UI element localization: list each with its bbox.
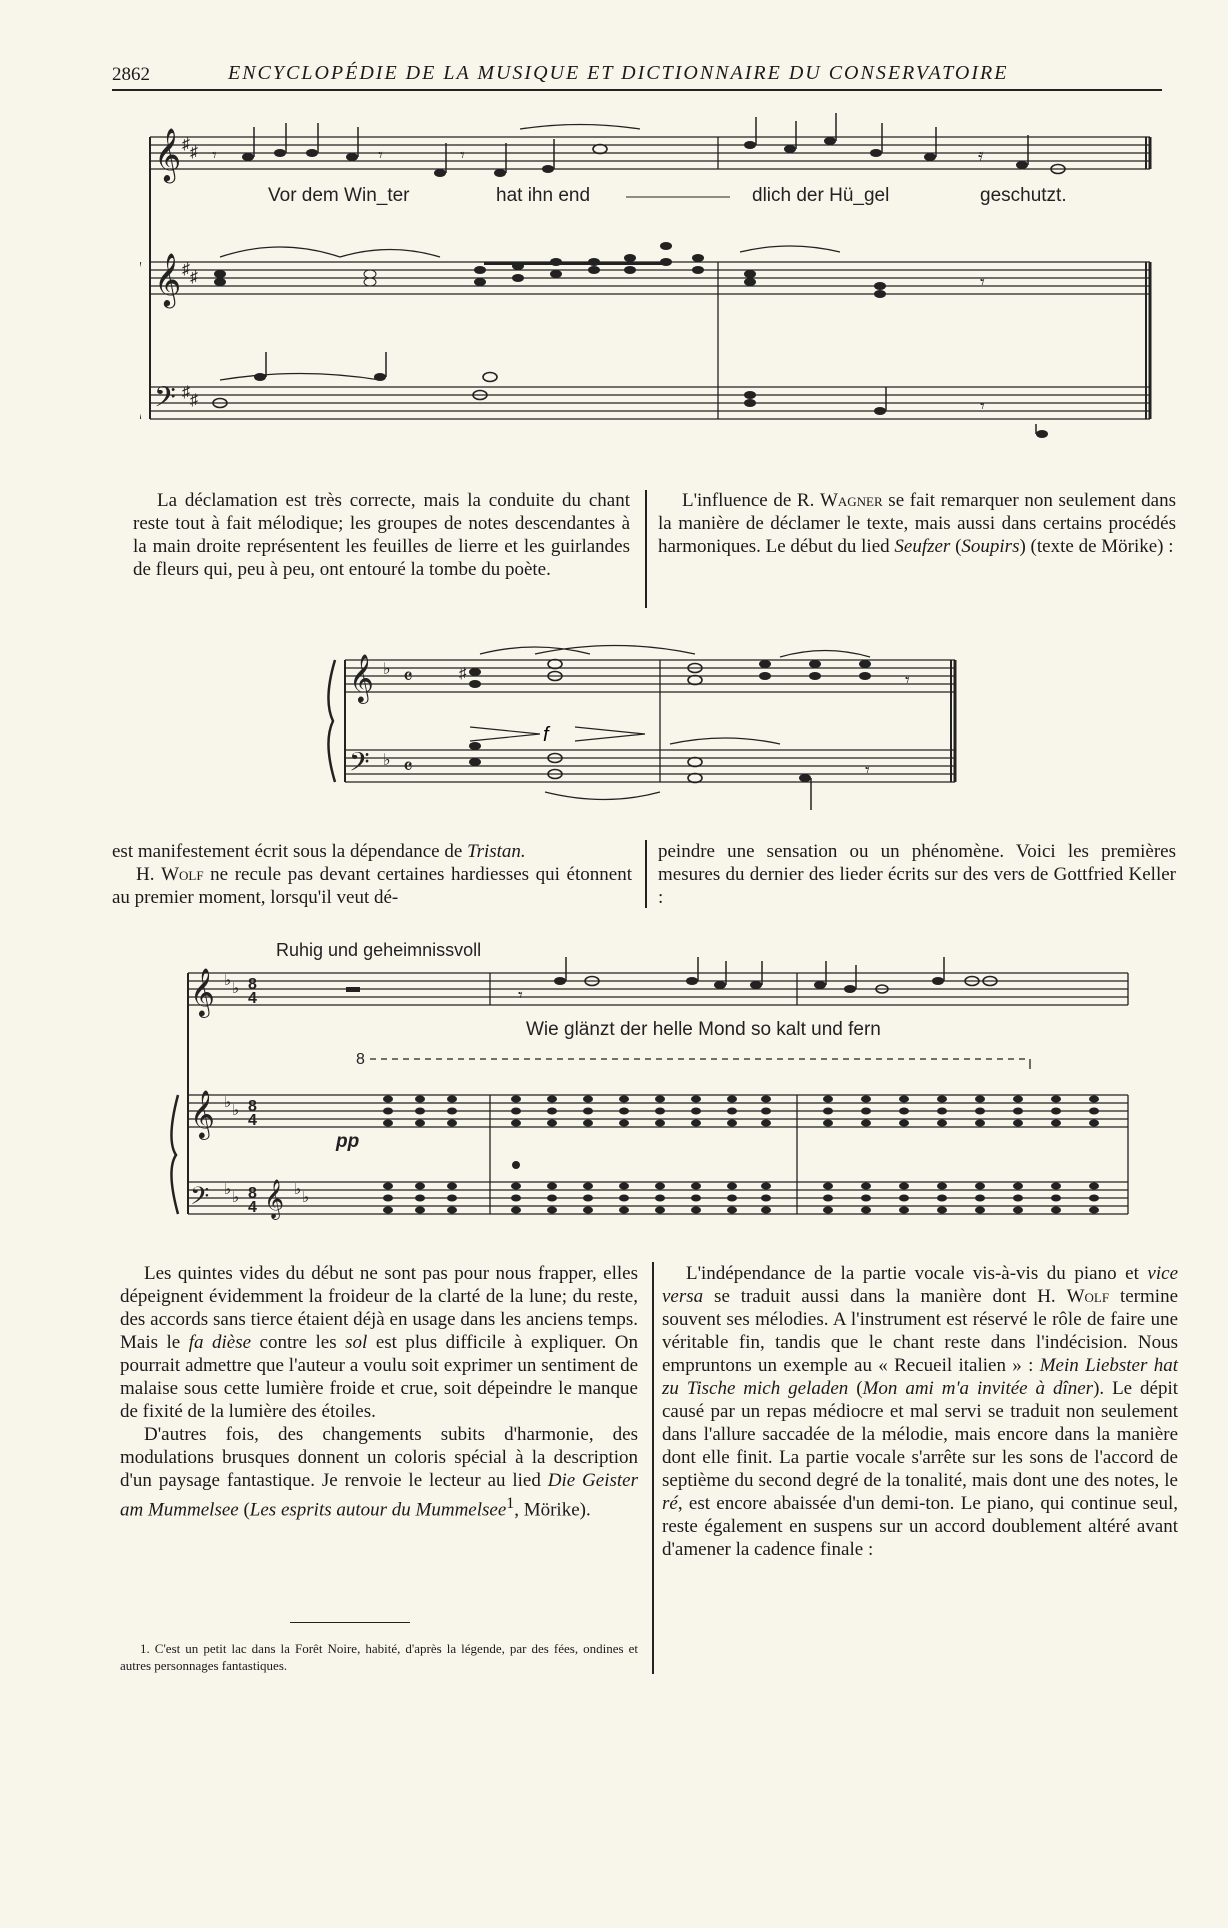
svg-text:♭: ♭ [302, 1189, 310, 1206]
music-example-1 [140, 112, 1170, 447]
svg-text:8: 8 [248, 1185, 257, 1202]
footnote: 1. C'est un petit lac dans la Forêt Noire, habité, d'après la légende, par des fées, ondines et autres personnages fantastiques. [120, 1641, 638, 1673]
lyric-2: hat ihn end [496, 185, 591, 206]
svg-text:4: 4 [248, 1199, 257, 1216]
svg-text:𝄾: 𝄾 [212, 145, 217, 165]
svg-text:♭: ♭ [232, 980, 240, 997]
svg-text:𝄴: 𝄴 [403, 664, 413, 689]
svg-text:♭: ♭ [383, 752, 391, 769]
svg-text:𝄴: 𝄴 [403, 754, 413, 779]
page-number: 2862 [112, 64, 150, 85]
lyric-line: Wie glänzt der helle Mond so kalt und fern [526, 1019, 881, 1040]
music-example-2 [325, 632, 965, 822]
svg-text:♭: ♭ [224, 1094, 232, 1111]
dynamic-f: f [543, 724, 549, 746]
svg-text:𝄾: 𝄾 [980, 272, 985, 292]
svg-text:𝄾: 𝄾 [905, 670, 910, 690]
svg-text:𝄾: 𝄾 [865, 760, 870, 780]
svg-text:♯: ♯ [190, 392, 198, 409]
lyric-4: geschutzt. [980, 185, 1067, 206]
svg-text:𝄢: 𝄢 [154, 382, 176, 420]
svg-text:4: 4 [248, 1112, 257, 1129]
svg-text:𝄾: 𝄾 [378, 145, 383, 165]
column-rule-3 [652, 1262, 654, 1674]
svg-text:♯: ♯ [182, 261, 190, 278]
svg-text:𝄞: 𝄞 [190, 968, 215, 1015]
tempo-marking: Ruhig und geheimnissvoll [276, 940, 482, 960]
piano-bass-staff [150, 387, 1150, 419]
svg-text:𝄞: 𝄞 [264, 1180, 285, 1218]
svg-text:♭: ♭ [224, 972, 232, 989]
svg-text:𝄞: 𝄞 [154, 128, 182, 180]
svg-text:𝄞: 𝄞 [190, 1090, 215, 1137]
voice-staff [150, 137, 1150, 169]
svg-text:4: 4 [248, 990, 257, 1007]
svg-text:♯: ♯ [182, 384, 190, 401]
svg-text:𝄞: 𝄞 [154, 253, 182, 305]
svg-text:♭: ♭ [232, 1189, 240, 1206]
svg-text:𝄾: 𝄾 [460, 145, 465, 165]
svg-text:♭: ♭ [294, 1181, 302, 1198]
dynamic-pp: pp [336, 1131, 360, 1152]
svg-text:♭: ♭ [383, 661, 391, 678]
svg-text:♯: ♯ [190, 144, 198, 161]
svg-text:𝄿: 𝄿 [978, 145, 984, 165]
piano-treble-staff [150, 262, 1150, 294]
paragraph-right-3: L'indépendance de la partie vocale vis-à-vis du piano et vice versa se traduit aussi dans la manière dont H. Wolf termine souvent ses mélodies. A l'instrument est réservé le rôle de faire une véritable fin, tandis que le chant reste dans l'indécision. Nous empruntons un exemple au « Recueil italien » : Mein Liebster hat zu Tische mich geladen (Mon ami m'a invitée à dîner). Le dépit causé par un repas médiocre et mal servi se traduit non seulement dans l'allure saccadée de la mélodie, mais encore dans la manière dont elle finit. La partie vocale s'arrête sur les sons de l'accord de septième du second degré de la tonalité, mais dont une des notes, le ré, est encore abaissée d'un demi-ton. Le piano, qui continue seul, reste également en suspens sur un accord doublement altéré avant d'amener la cadence finale : [662, 1263, 1179, 1560]
music-example-3 [160, 935, 1160, 1240]
svg-text:𝄾: 𝄾 [518, 985, 523, 1005]
paragraph-right-2: peindre une sensation ou un phénomène. Voici les premières mesures du dernier des lieder écrits sur des vers de Gottfried Keller : [658, 841, 1176, 908]
svg-text:♭: ♭ [224, 1181, 232, 1198]
header-rule [112, 89, 1162, 91]
lyric-3: dlich der Hü_gel [752, 185, 890, 206]
svg-text:♯: ♯ [459, 665, 467, 682]
svg-text:𝄢: 𝄢 [349, 747, 370, 783]
svg-text:♯: ♯ [190, 269, 198, 286]
svg-text:♯: ♯ [182, 136, 190, 153]
svg-text:𝄾: 𝄾 [980, 396, 985, 416]
paragraph-left-3: Les quintes vides du début ne sont pas pour nous frapper, elles dépeignent évidemment la froideur de la clarté de la lune; du reste, des accords sans tierce étaient déjà en usage dans les anciens temps. Mais le fa dièse contre les sol est plus difficile à expliquer. On pourrait admettre que l'auteur a voulu soit exprimer un sentiment de malaise sous cette lumière froide et crue, soit dépeindre le manque de fixité de la lumière des étoiles. D'autres fois, des changements subits d'harmonie, des modulations brusques donnent un coloris spécial à la description d'un paysage fantastique. Je renvoie le lecteur au lied Die Geister am Mummelsee (Les esprits autour du Mummelsee$^1$, Mörike). [120, 1263, 638, 1521]
column-rule-2 [645, 840, 647, 908]
paragraph-left-1: La déclamation est très correcte, mais la conduite du chant reste tout à fait mélodique; les groupes de notes descendantes à la main droite représentent les feuilles de lierre et les guirlandes de fleurs qui, peu à peu, ont entouré la tombe du poète. [133, 490, 630, 580]
svg-text:𝄢: 𝄢 [190, 1183, 210, 1216]
column-rule-1 [645, 490, 647, 608]
svg-text:♭: ♭ [232, 1102, 240, 1119]
running-title: ENCYCLOPÉDIE DE LA MUSIQUE ET DICTIONNAIRE DU CONSERVATOIRE [228, 62, 1009, 84]
lyric-1: Vor dem Win_ter [268, 185, 410, 206]
svg-text:8: 8 [248, 976, 257, 993]
paragraph-left-2: est manifestement écrit sous la dépendance de Tristan. H. Wolf ne recule pas devant certaines hardiesses qui étonnent au premier moment, lorsqu'il veut dé- [112, 841, 632, 908]
svg-text:𝄞: 𝄞 [349, 654, 374, 701]
paragraph-right-1: L'influence de R. Wagner se fait remarquer non seulement dans la manière de déclamer le texte, mais aussi dans certains procédés harmoniques. Le début du lied Seufzer (Soupirs) (texte de Mörike) : [658, 490, 1176, 557]
svg-text:8: 8 [248, 1098, 257, 1115]
footnote-rule [290, 1622, 410, 1623]
octave-mark: 8 [356, 1051, 365, 1068]
